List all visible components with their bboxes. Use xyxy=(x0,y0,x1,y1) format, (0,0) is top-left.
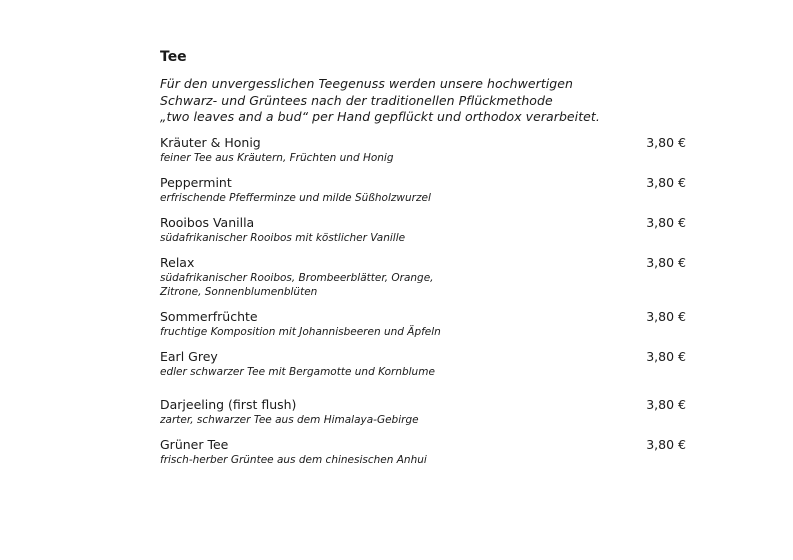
item-description: fruchtige Komposition mit Johannisbeeren und Äpfeln xyxy=(160,325,441,338)
item-name: Darjeeling (first flush) xyxy=(160,396,297,412)
item-name: Sommerfrüchte xyxy=(160,308,258,324)
item-price: 3,80 € xyxy=(646,134,686,150)
item-name: Kräuter & Honig xyxy=(160,134,261,150)
item-price: 3,80 € xyxy=(646,348,686,364)
menu-item xyxy=(160,134,686,165)
item-description: frisch-herber Grüntee aus dem chinesischen Anhui xyxy=(160,453,427,466)
section-title: Tee xyxy=(160,49,187,65)
section-intro xyxy=(160,76,686,126)
menu-item xyxy=(160,308,686,339)
item-description: feiner Tee aus Kräutern, Früchten und Honig xyxy=(160,151,394,164)
item-price: 3,80 € xyxy=(646,436,686,452)
item-description: edler schwarzer Tee mit Bergamotte und Kornblume xyxy=(160,365,435,378)
menu-page xyxy=(160,48,686,476)
intro-line: Für den unvergesslichen Teegenuss werden unsere hochwertigen xyxy=(160,76,573,91)
item-price: 3,80 € xyxy=(646,254,686,270)
item-description: Zitrone, Sonnenblumenblüten xyxy=(160,285,318,298)
item-price: 3,80 € xyxy=(646,214,686,230)
item-price: 3,80 € xyxy=(646,396,686,412)
intro-line: „two leaves and a bud“ per Hand gepflückt und orthodox verarbeitet. xyxy=(160,109,600,124)
item-name: Peppermint xyxy=(160,174,232,190)
item-name: Rooibos Vanilla xyxy=(160,214,255,230)
menu-item xyxy=(160,214,686,245)
item-price: 3,80 € xyxy=(646,174,686,190)
menu-item xyxy=(160,348,686,379)
item-name: Grüner Tee xyxy=(160,436,229,452)
menu-item xyxy=(160,174,686,205)
item-description: südafrikanischer Rooibos mit köstlicher Vanille xyxy=(160,231,406,244)
menu-item xyxy=(160,436,686,467)
item-name: Earl Grey xyxy=(160,348,218,364)
item-name: Relax xyxy=(160,254,195,270)
menu-item xyxy=(160,254,686,299)
item-description: südafrikanischer Rooibos, Brombeerblätter, Orange, xyxy=(160,271,434,284)
menu-item xyxy=(160,396,686,427)
item-price: 3,80 € xyxy=(646,308,686,324)
item-description: zarter, schwarzer Tee aus dem Himalaya-Gebirge xyxy=(160,413,419,426)
item-description: erfrischende Pfefferminze und milde Süßholzwurzel xyxy=(160,191,431,204)
intro-line: Schwarz- und Grüntees nach der traditionellen Pflückmethode xyxy=(160,92,553,108)
